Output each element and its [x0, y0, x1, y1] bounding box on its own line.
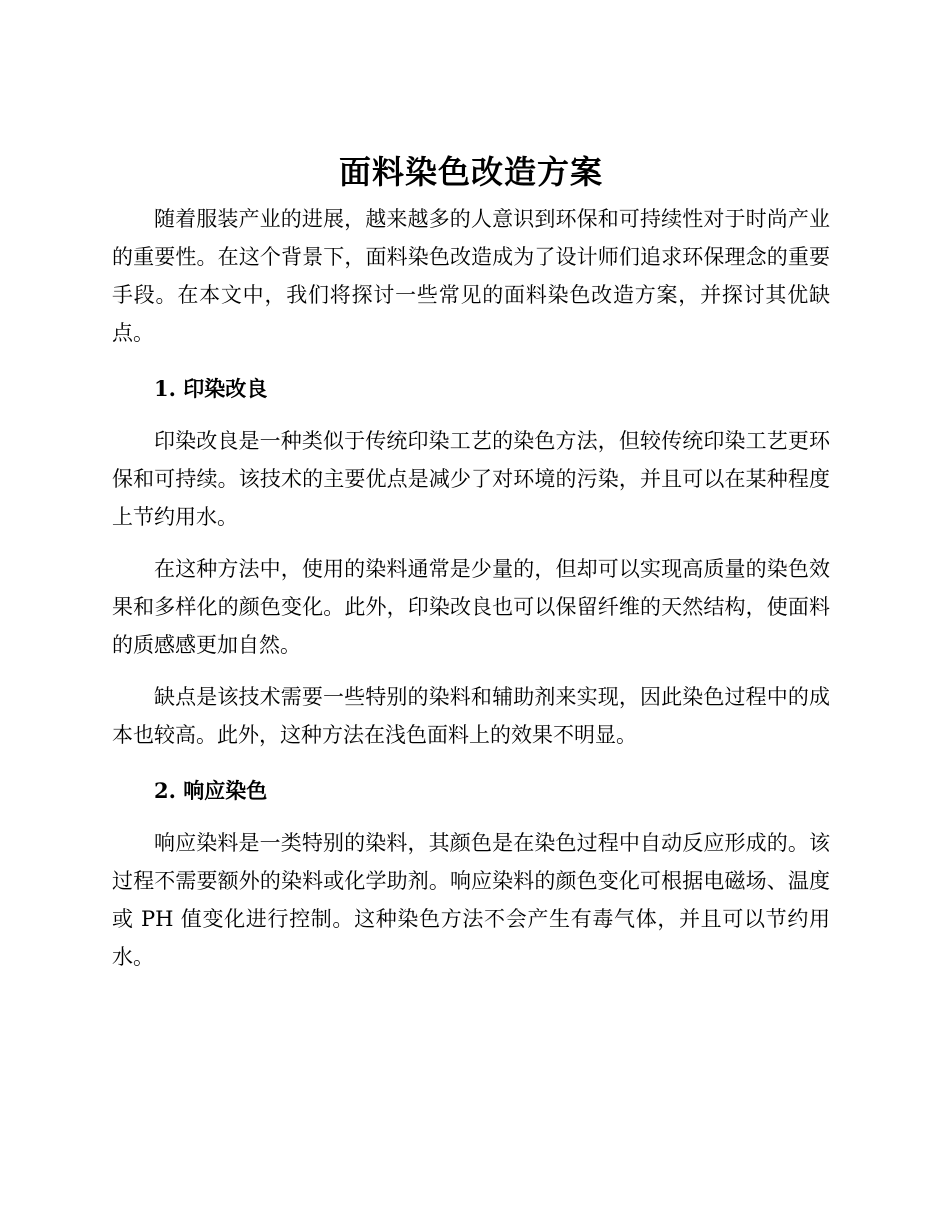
- section-paragraph: 在这种方法中，使用的染料通常是少量的，但却可以实现高质量的染色效果和多样化的颜色变化。此外，印染改良也可以保留纤维的天然结构，使面料的质感感更加自然。: [112, 557, 830, 657]
- section-1: [112, 370, 830, 754]
- section-heading: 1. 印染改良: [154, 376, 268, 401]
- document-title: 面料染色改造方案: [338, 153, 603, 191]
- section-paragraph: 印染改良是一种类似于传统印染工艺的染色方法，但较传统印染工艺更环保和可持续。该技术的主要优点是减少了对环境的污染，并且可以在某种程度上节约用水。: [112, 429, 830, 529]
- intro-paragraph: 随着服装产业的进展，越来越多的人意识到环保和可持续性对于时尚产业的重要性。在这个背景下，面料染色改造成为了设计师们追求环保理念的重要手段。在本文中，我们将探讨一些常见的面料染色改造方案，并探讨其优缺点。: [112, 207, 830, 345]
- section-paragraph: 缺点是该技术需要一些特别的染料和辅助剂来实现，因此染色过程中的成本也较高。此外，这种方法在浅色面料上的效果不明显。: [112, 685, 830, 747]
- document-page: [112, 150, 830, 976]
- section-paragraph: 响应染料是一类特别的染料，其颜色是在染色过程中自动反应形成的。该过程不需要额外的染料或化学助剂。响应染料的颜色变化可根据电磁场、温度或 PH 值变化进行控制。这种染色方法不会产生有毒气体，并且可以节约用水。: [112, 831, 830, 969]
- section-heading: 2. 响应染色: [154, 778, 268, 803]
- section-2: [112, 772, 830, 976]
